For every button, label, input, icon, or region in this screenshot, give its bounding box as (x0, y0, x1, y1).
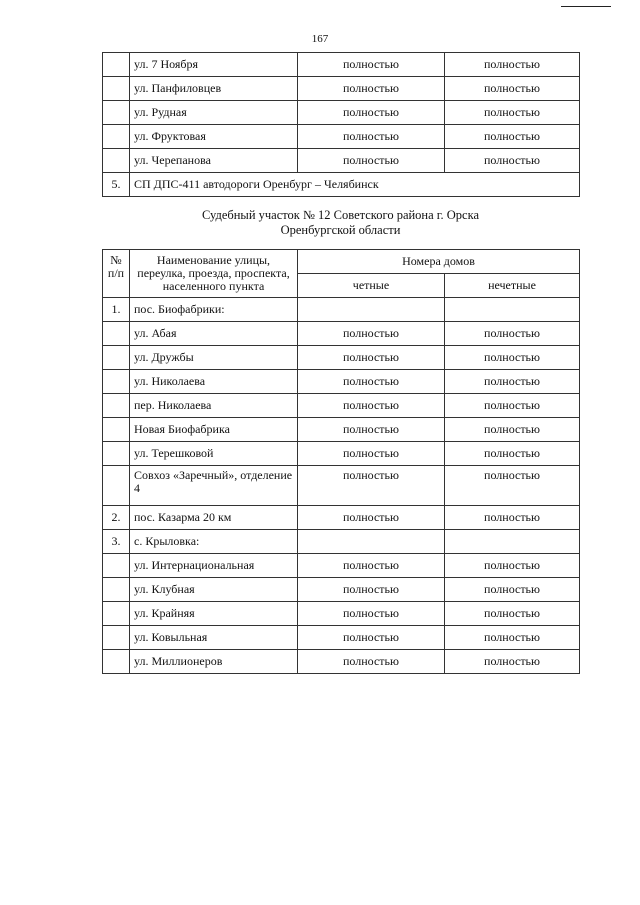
header-even: четные (298, 274, 445, 298)
row-name: ул. Фруктовая (130, 125, 298, 149)
row-name: пос. Биофабрики: (130, 298, 298, 322)
row-odd: полностью (445, 602, 580, 626)
page-number: 167 (311, 33, 329, 45)
row-odd: полностью (445, 53, 580, 77)
row-even: полностью (298, 626, 445, 650)
row-name: ул. Дружбы (130, 346, 298, 370)
row-odd: полностью (445, 626, 580, 650)
row-odd: полностью (445, 578, 580, 602)
row-odd: полностью (445, 149, 580, 173)
row-name: ул. Крайняя (130, 602, 298, 626)
table-row (103, 53, 580, 77)
row-number: 2. (103, 506, 130, 530)
row-even: полностью (298, 125, 445, 149)
row-even (298, 298, 445, 322)
row-odd: полностью (445, 346, 580, 370)
row-number (103, 101, 130, 125)
row-even: полностью (298, 53, 445, 77)
continuation-table (102, 52, 580, 197)
row-number (103, 346, 130, 370)
header-row (103, 250, 580, 274)
row-number (103, 578, 130, 602)
table-row (103, 346, 580, 370)
table-row (103, 578, 580, 602)
row-even: полностью (298, 578, 445, 602)
row-odd: полностью (445, 506, 580, 530)
row-name: ул. Абая (130, 322, 298, 346)
header-houses: Номера домов (298, 250, 580, 274)
section-title-line-2: Оренбургской области (280, 223, 401, 237)
row-even: полностью (298, 394, 445, 418)
corner-mark (561, 6, 611, 7)
row-name: ул. Панфиловцев (130, 77, 298, 101)
row-even: полностью (298, 322, 445, 346)
row-even: полностью (298, 506, 445, 530)
row-number: 3. (103, 530, 130, 554)
table-row (103, 530, 580, 554)
row-number (103, 394, 130, 418)
table-row (103, 173, 580, 197)
table-row (103, 370, 580, 394)
row-even: полностью (298, 442, 445, 466)
row-even: полностью (298, 346, 445, 370)
row-odd: полностью (445, 101, 580, 125)
row-name: ул. Терешковой (130, 442, 298, 466)
row-odd: полностью (445, 650, 580, 674)
header-num: № п/п (103, 250, 130, 298)
row-number (103, 602, 130, 626)
table-row (103, 442, 580, 466)
row-name: ул. Николаева (130, 370, 298, 394)
row-name: Новая Биофабрика (130, 418, 298, 442)
row-even: полностью (298, 101, 445, 125)
row-name: пер. Николаева (130, 394, 298, 418)
table-row (103, 394, 580, 418)
row-odd: полностью (445, 418, 580, 442)
row-even: полностью (298, 602, 445, 626)
table-row (103, 626, 580, 650)
table-row (103, 418, 580, 442)
row-name: ул. Ковыльная (130, 626, 298, 650)
table-row (103, 149, 580, 173)
row-even: полностью (298, 418, 445, 442)
row-number (103, 149, 130, 173)
row-name: пос. Казарма 20 км (130, 506, 298, 530)
header-odd: нечетные (445, 274, 580, 298)
row-number (103, 466, 130, 506)
row-name: ул. Миллионеров (130, 650, 298, 674)
table-row (103, 322, 580, 346)
table-row (103, 101, 580, 125)
row-number (103, 554, 130, 578)
table-row (103, 602, 580, 626)
section-title (102, 208, 579, 238)
row-odd: полностью (445, 125, 580, 149)
row-number: 1. (103, 298, 130, 322)
row-number (103, 442, 130, 466)
row-number (103, 418, 130, 442)
row-even: полностью (298, 370, 445, 394)
row-even: полностью (298, 466, 445, 506)
row-even: полностью (298, 554, 445, 578)
table-row (103, 554, 580, 578)
row-odd: полностью (445, 77, 580, 101)
row-name: с. Крыловка: (130, 530, 298, 554)
streets-table (102, 249, 580, 674)
table-row (103, 298, 580, 322)
row-odd: полностью (445, 466, 580, 506)
row-name: Совхоз «Заречный», отделение 4 (130, 466, 298, 506)
row-odd: полностью (445, 554, 580, 578)
row-number (103, 322, 130, 346)
row-name: ул. Интернациональная (130, 554, 298, 578)
row-name: ул. Рудная (130, 101, 298, 125)
table-row (103, 77, 580, 101)
table-row (103, 650, 580, 674)
row-even: полностью (298, 650, 445, 674)
row-odd (445, 298, 580, 322)
table-row (103, 506, 580, 530)
row-number (103, 53, 130, 77)
row-number (103, 125, 130, 149)
row-name: ул. Клубная (130, 578, 298, 602)
row-odd (445, 530, 580, 554)
row-even: полностью (298, 77, 445, 101)
section-title-line-1: Судебный участок № 12 Советского района г. Орска (201, 208, 480, 222)
header-name: Наименование улицы, переулка, проезда, проспекта, населенного пункта (130, 250, 298, 298)
row-number (103, 626, 130, 650)
row-number: 5. (103, 173, 130, 197)
row-name: СП ДПС-411 автодороги Оренбург – Челябинск (130, 173, 580, 197)
row-odd: полностью (445, 370, 580, 394)
row-number (103, 77, 130, 101)
row-number (103, 370, 130, 394)
row-odd: полностью (445, 394, 580, 418)
row-even: полностью (298, 149, 445, 173)
row-odd: полностью (445, 442, 580, 466)
row-even (298, 530, 445, 554)
table-row (103, 466, 580, 506)
row-name: ул. 7 Ноября (130, 53, 298, 77)
row-number (103, 650, 130, 674)
row-name: ул. Черепанова (130, 149, 298, 173)
table-row (103, 125, 580, 149)
row-odd: полностью (445, 322, 580, 346)
